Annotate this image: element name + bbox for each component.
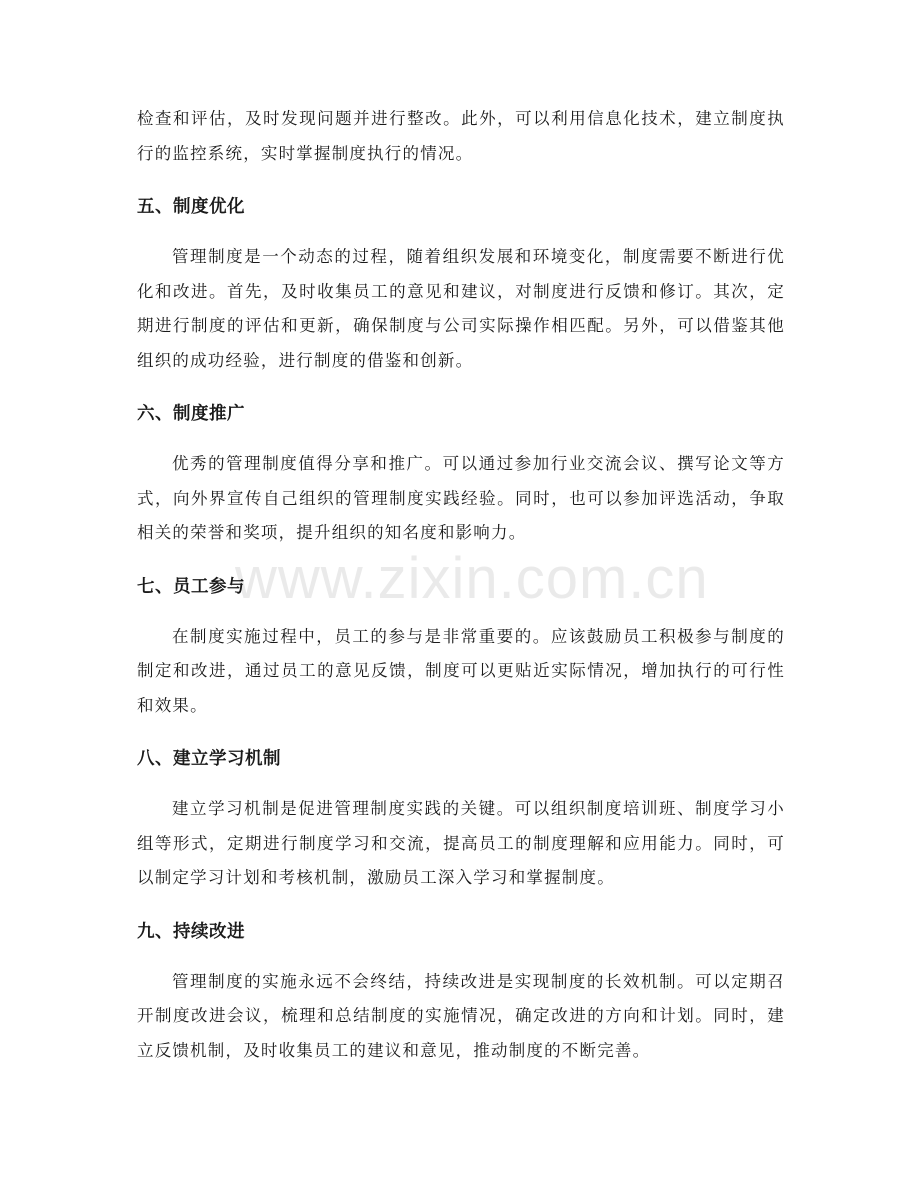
section-7 (137, 570, 785, 724)
section-paragraph: 建立学习机制是促进管理制度实践的关键。可以组织制度培训班、制度学习小组等形式，定期进行制度学习和交流，提高员工的制度理解和应用能力。同时，可以制定学习计划和考核机制，激励员工深入学习和掌握制度。 (137, 799, 785, 887)
document-body (137, 102, 785, 1068)
watermark-text: www.zixin.com.cn (235, 546, 709, 611)
section-5 (137, 190, 785, 378)
section-heading: 五、制度优化 (137, 197, 245, 217)
section-paragraph: 在制度实施过程中，员工的参与是非常重要的。应该鼓励员工积极参与制度的制定和改进，通过员工的意见反馈，制度可以更贴近实际情况，增加执行的可行性和效果。 (137, 626, 785, 715)
section-heading: 六、制度推广 (137, 404, 245, 424)
section-9 (137, 915, 785, 1069)
section-heading: 八、建立学习机制 (137, 749, 281, 769)
section-heading: 九、持续改进 (137, 921, 245, 942)
section-8 (137, 742, 785, 896)
section-paragraph: 管理制度是一个动态的过程，随着组织发展和环境变化，制度需要不断进行优化和改进。首先，及时收集员工的意见和建议，对制度进行反馈和修订。其次，定期进行制度的评估和更新，确保制度与公司实际操作相匹配。另外，可以借鉴其他组织的成功经验，进行制度的借鉴和创新。 (137, 247, 785, 370)
section-heading: 七、员工参与 (137, 576, 245, 597)
section-6 (137, 397, 785, 551)
section-paragraph: 优秀的管理制度值得分享和推广。可以通过参加行业交流会议、撰写论文等方式，向外界宣传自己组织的管理制度实践经验。同时，也可以参加评选活动，争取相关的荣誉和奖项，提升组织的知名度和影响力。 (137, 454, 785, 542)
intro-paragraph: 检查和评估，及时发现问题并进行整改。此外，可以利用信息化技术，建立制度执行的监控系统，实时掌握制度执行的情况。 (137, 109, 785, 163)
section-paragraph: 管理制度的实施永远不会终结，持续改进是实现制度的长效机制。可以定期召开制度改进会议，梳理和总结制度的实施情况，确定改进的方向和计划。同时，建立反馈机制，及时收集员工的建议和意见，推动制度的不断完善。 (137, 971, 785, 1060)
